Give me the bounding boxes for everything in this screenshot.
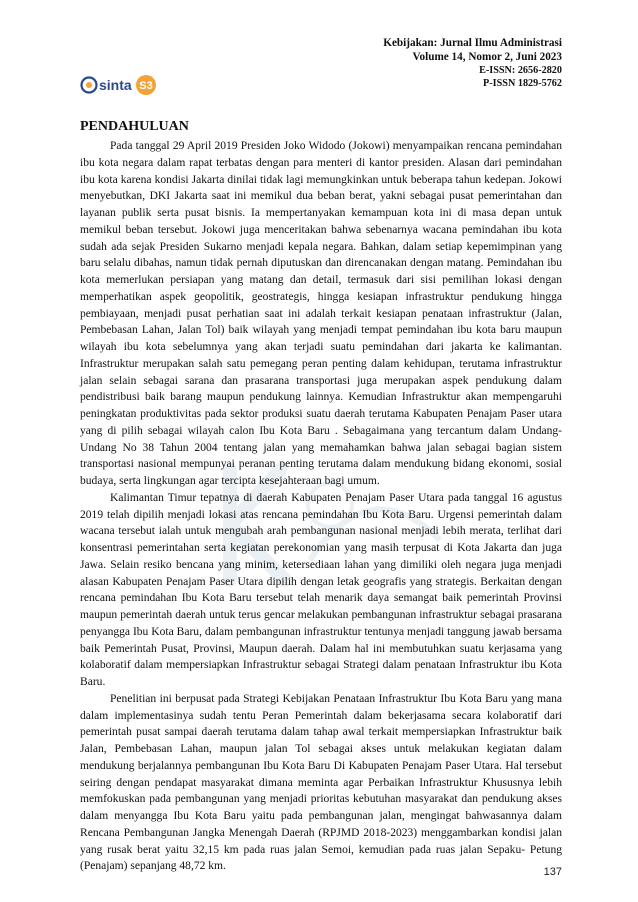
page-number: 137 — [543, 866, 562, 878]
paragraph: Penelitian ini berpusat pada Strategi Kebijakan Penataan Infrastruktur Ibu Kota Baru yang mana dalam implementasinya sudah tentu Peran Pemerintah dalam bekerjasama secara kolaboratif dari pemerintah pusat sampai daerah terutama dalam tahap awal terkait mempersiapkan Infrastruktur baik Jalan, Pembebasan Lahan, maupun jalan Tol sebagai akses untuk melakukan kegiatan dalam mendukung berjalannya pembangunan Ibu Kota Baru Di Kabupaten Penajam Paser Utara. Hal tersebut seiring dengan pendapat masyarakat dimana meminta agar Perbaikan Infrastruktur Khususnya lebih memfokuskan pada pembangunan yang menjadi prioritas kebutuhan masyarakat dan pendukung akses dalam menyangga Ibu Kota Baru yaitu pada pembangunan jalan, mengingat bahwasannya dalam Rencana Pembangunan Jangka Menengah Daerah (RPJMD 2018-2023) menggambarkan kondisi jalan yang rusak berat yaitu 32,15 km pada ruas jalan Semoi, kemudian pada ruas jalan Sepaku- Petung (Penajam) sepanjang 48,72 km. — [80, 692, 562, 873]
paragraph: Pada tanggal 29 April 2019 Presiden Joko Widodo (Jokowi) menyampaikan rencana pemindahan ibu kota negara dalam rapat terbatas dengan para menteri di kantor presiden. Alasan dari pemindahan ibu kota karena kondisi Jakarta dinilai tidak lagi memungkinkan untuk beberapa tahun kedepan. Jokowi menyebutkan, DKI Jakarta saat ini memikul dua beban berat, yakni sebagai pusat pemerintahan dan layanan publik serta pusat bisnis. Ia mempertanyakan kemampuan kota ini di masa depan untuk memikul beban tersebut. Jokowi juga menceritakan bahwa sebenarnya wacana pemindahan ibu kota sudah ada sejak Presiden Sukarno menjadi kepala negara. Bahkan, dalam setiap kepemimpinan yang baru selalu dibahas, namun tidak pernah diputuskan dan direncanakan dengan matang. Pemindahan ibu kota memerlukan persiapan yang matang dan detail, termasuk dari sisi pemilihan lokasi dengan memperhatikan aspek geopolitik, geostrategis, hingga kesiapan infrastruktur pendukung hingga pembiayaan, menjadi pusat perhatian saat ini adalah terkait kesiapan penataan infrastruktur (Jalan, Pembebasan Lahan, Jalan Tol) baik wilayah yang menjadi tempat pemindahan ibu kota baru maupun wilayah ibu kota sebelumnya yang akan terjadi suatu pemindahan dari jakarta ke kalimantan. Infrastruktur merupakan salah satu pemegang peran penting dalam kehidupan, terutama infrastruktur jalan selain sebagai sarana dan prasarana transportasi juga merupakan aspek pendukung dalam pendistribusi baik barang maupun pendukung lainnya. Kemudian Infrastruktur akan mempengaruhi peningkatan produktivitas pada sektor produksi suatu daerah terutama Kabupaten Penajam Paser utara yang di pilih sebagai wilayah calon Ibu Kota Baru . Sebagaimana yang tercantum dalam Undang-Undang No 38 Tahun 2004 tentang jalan yang memahamkan bahwa jalan sebagai bagian sistem transportasi nasional mempunyai peranan penting terutama dalam mendukung bidang ekonomi, sosial budaya, serta lingkungan agar tercipta kesejahteraan bagi umum. — [80, 140, 562, 487]
journal-eissn: E-ISSN: 2656-2820 — [479, 65, 562, 76]
article-body — [80, 118, 562, 875]
sinta-logo-text: sinta — [99, 77, 132, 93]
journal-name: Kebijakan: Jurnal Ilmu Administrasi — [383, 37, 562, 49]
sinta-logo-dot-icon — [86, 82, 92, 88]
paragraph: Kalimantan Timur tepatnya di daerah Kabupaten Penajam Paser Utara pada tanggal 16 agustus 2019 telah dipilih menjadi lokasi atas rencana pemindahan Ibu Kota Baru. Urgensi pemerintah dalam wacana tersebut ialah untuk mengubah arah pembangunan nasional menjadi lebih merata, terlihat dari konsentrasi pemerintahan serta kegiatan perekonomian yang masih terpusat di Kota Jakarta dan juga Jawa. Selain resiko bencana yang minim, ketersediaan lahan yang dimiliki oleh negara juga menjadi alasan Kabupaten Penajam Paser Utara dipilih dengan letak geografis yang strategis. Berkaitan dengan rencana pemindahan Ibu Kota Baru tersebut telah menarik daya semangat baik pemerintah Provinsi maupun pemerintah daerah untuk terus gencar melakukan pembangunan infrastruktur sebagai prasarana penyangga Ibu Kota Baru, dalam pembangunan infrastruktur tentunya menjadi tanggung jawab bersama baik Pemerintah Pusat, Provinsi, Maupun daerah. Dalam hal ini membutuhkan suatu kerjasama yang kolaboratif dalam mempersiapkan Infrastruktur sebagai Strategi dalam penataan Infrastruktur ibu Kota Baru. — [80, 491, 562, 688]
journal-pissn: P-ISSN 1829-5762 — [483, 78, 562, 89]
sinta-logo — [80, 73, 158, 97]
section-title: PENDAHULUAN — [80, 119, 189, 134]
journal-volume: Volume 14, Nomor 2, Juni 2023 — [412, 51, 562, 63]
sinta-s3-badge-text: S3 — [139, 80, 153, 92]
journal-header — [383, 36, 562, 90]
